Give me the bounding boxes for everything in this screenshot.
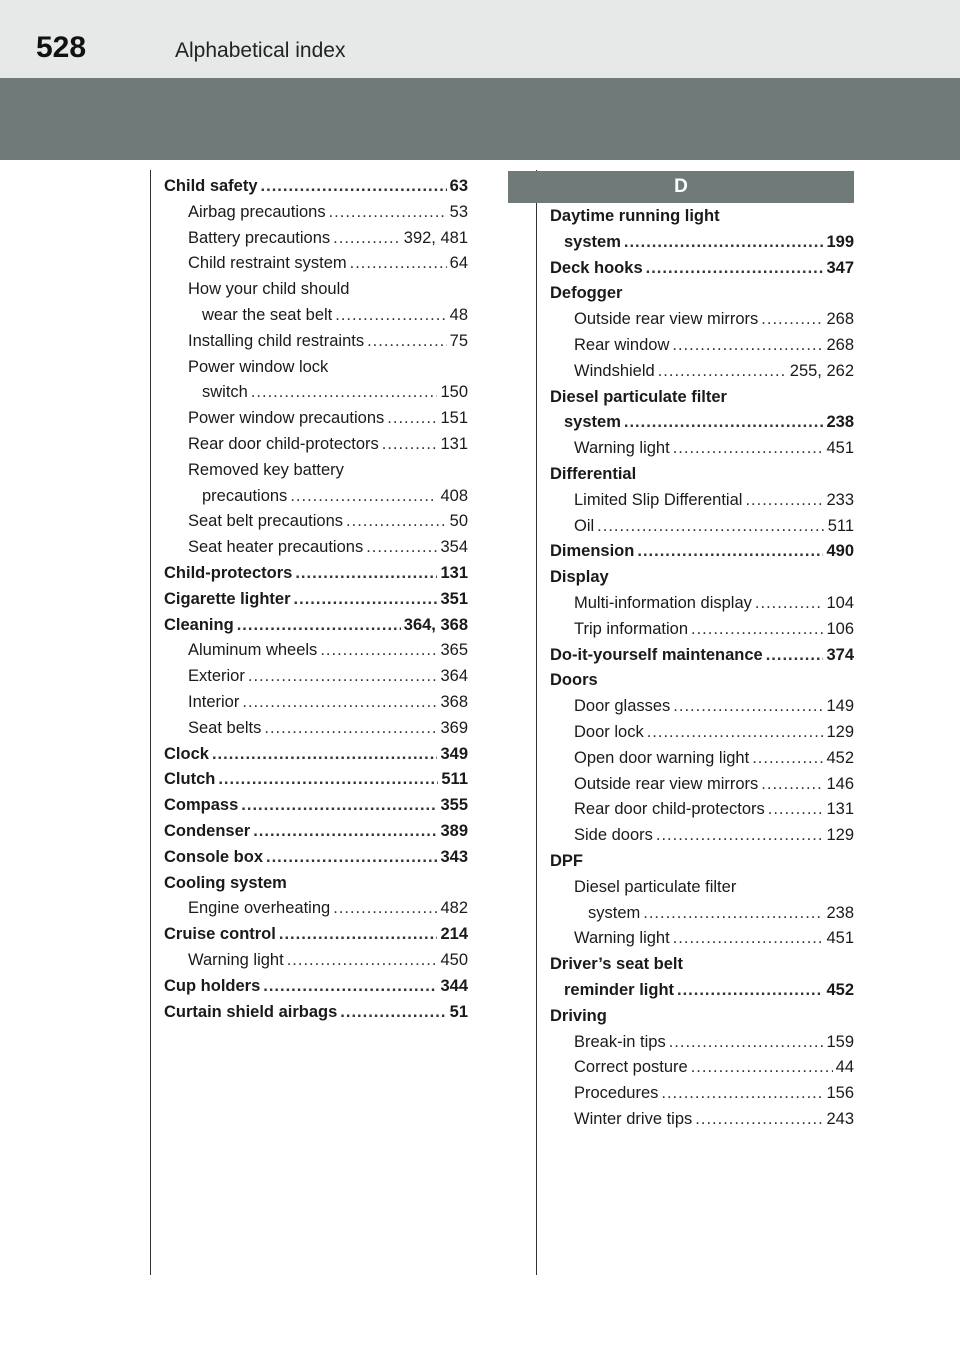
dot-leader	[251, 380, 438, 406]
index-entry-label: Procedures	[574, 1084, 659, 1103]
index-entry	[164, 561, 468, 587]
index-entry-pages: 243	[826, 1109, 854, 1128]
index-entry-pages: 451	[826, 929, 854, 948]
dot-leader	[643, 901, 823, 927]
dot-leader	[248, 664, 438, 690]
dot-leader	[295, 561, 437, 587]
index-entry-label: Exterior	[188, 667, 245, 686]
index-entry-pages: 129	[826, 722, 854, 741]
index-entry	[550, 694, 854, 720]
dot-leader	[253, 819, 437, 845]
index-heading: Defogger	[550, 284, 623, 303]
index-entry-label: switch	[202, 383, 248, 402]
dot-leader	[768, 797, 824, 823]
index-entry-pages: 268	[826, 335, 854, 354]
dot-leader	[290, 484, 437, 510]
index-entry	[164, 922, 468, 948]
dot-leader	[212, 742, 438, 768]
index-entry	[164, 793, 468, 819]
index-heading: Diesel particulate filter	[550, 387, 727, 406]
index-entry-label: Clock	[164, 744, 209, 763]
index-entry-label: Winter drive tips	[574, 1109, 693, 1128]
index-entry	[550, 1081, 854, 1107]
dot-leader	[673, 694, 823, 720]
index-heading: How your child should	[188, 280, 350, 299]
index-entry-pages: 199	[826, 232, 854, 251]
dot-leader	[346, 509, 447, 535]
index-entry	[164, 716, 468, 742]
index-entry	[550, 333, 854, 359]
index-entry-label: Cruise control	[164, 925, 276, 944]
index-entry-label: Seat belts	[188, 718, 262, 737]
index-entry-label: system	[564, 413, 621, 432]
index-entry-label: Deck hooks	[550, 258, 643, 277]
index-entry-pages: 233	[826, 490, 854, 509]
index-entry	[164, 638, 468, 664]
index-entry	[550, 772, 854, 798]
index-entry	[550, 410, 854, 436]
page-number: 528	[36, 31, 87, 64]
index-entry-pages: 268	[826, 310, 854, 329]
index-entry	[550, 539, 854, 565]
index-entry-label: Door glasses	[574, 697, 671, 716]
index-entry-label: Child safety	[164, 177, 258, 195]
dot-leader	[745, 488, 823, 514]
index-entry-pages: 51	[449, 1002, 468, 1021]
dot-leader	[624, 410, 824, 436]
index-entry	[164, 251, 468, 277]
dot-leader	[333, 226, 401, 252]
index-entry-label: Break-in tips	[574, 1032, 666, 1051]
index-entry-label: Console box	[164, 847, 264, 866]
index-entry-label: Oil	[574, 516, 595, 535]
index-entry-label: Curtain shield airbags	[164, 1002, 338, 1021]
index-entry-pages: 156	[826, 1084, 854, 1103]
index-entry	[550, 1055, 854, 1081]
index-entry	[164, 948, 468, 974]
index-entry-label: Child restraint system	[188, 254, 347, 273]
index-entry-label: Aluminum wheels	[188, 641, 318, 660]
index-entry	[550, 230, 854, 256]
index-heading: Cooling system	[164, 873, 287, 892]
dot-leader	[329, 200, 447, 226]
index-entry-pages: 131	[826, 800, 854, 819]
dot-leader	[218, 767, 438, 793]
index-entry-label: Seat heater precautions	[188, 538, 364, 557]
dot-leader	[350, 251, 447, 277]
index-entry-label: Rear window	[574, 335, 670, 354]
index-entry	[164, 200, 468, 226]
index-entry-label: Warning light	[188, 950, 284, 969]
index-entry-label: Windshield	[574, 361, 655, 380]
index-entry-pages: 104	[826, 593, 854, 612]
index-entry-pages: 214	[440, 925, 468, 944]
index-entry	[550, 746, 854, 772]
index-entry-label: Rear door child-protectors	[574, 800, 765, 819]
index-entry-label: Clutch	[164, 770, 216, 789]
index-entry	[164, 303, 468, 329]
index-entry	[550, 797, 854, 823]
index-entry-pages: 368	[440, 692, 468, 711]
dot-leader	[647, 720, 824, 746]
index-entry-label: Outside rear view mirrors	[574, 310, 759, 329]
index-entry	[550, 591, 854, 617]
index-heading: Daytime running light	[550, 207, 720, 225]
dot-leader	[669, 1030, 824, 1056]
index-entry-label: precautions	[202, 486, 288, 505]
dot-leader	[320, 638, 437, 664]
index-entry-label: Cigarette lighter	[164, 589, 291, 608]
index-entry-pages: 131	[440, 434, 468, 453]
dot-leader	[264, 716, 437, 742]
index-entry-label: Seat belt precautions	[188, 512, 344, 531]
index-entry	[550, 1107, 854, 1133]
index-entry	[550, 436, 854, 462]
index-entry-label: Do-it-yourself maintenance	[550, 645, 763, 664]
index-entry-pages: 364	[440, 667, 468, 686]
index-entry-pages: 48	[449, 305, 468, 324]
dot-leader	[646, 256, 824, 282]
index-entry-label: Outside rear view mirrors	[574, 774, 759, 793]
index-entry	[550, 978, 854, 1004]
index-entry-label: reminder light	[564, 980, 675, 999]
index-entry	[550, 926, 854, 952]
dot-leader	[677, 978, 823, 1004]
dot-leader	[658, 359, 787, 385]
index-entry	[550, 823, 854, 849]
index-entry-pages: 151	[440, 409, 468, 428]
dot-leader	[263, 974, 437, 1000]
index-entry-pages: 238	[826, 413, 854, 432]
index-entry-pages: 343	[440, 847, 468, 866]
index-heading: Differential	[550, 464, 637, 483]
index-heading: Driving	[550, 1006, 607, 1025]
index-entry	[164, 174, 468, 200]
page-header	[0, 0, 960, 78]
index-entry	[550, 720, 854, 746]
index-entry-pages: 129	[826, 826, 854, 845]
dot-leader	[335, 303, 446, 329]
index-entry-label: Limited Slip Differential	[574, 490, 743, 509]
dot-leader	[695, 1107, 823, 1133]
dot-leader	[367, 329, 447, 355]
dot-leader	[752, 746, 823, 772]
index-entry-pages: 408	[440, 486, 468, 505]
index-entry-pages: 146	[826, 774, 854, 793]
index-entry-pages: 64	[449, 254, 468, 273]
index-entry-label: wear the seat belt	[202, 305, 333, 324]
column-divider-middle	[536, 170, 537, 1275]
index-entry	[164, 613, 468, 639]
index-entry-label: Trip information	[574, 619, 689, 638]
dot-leader	[294, 587, 438, 613]
index-entry	[164, 819, 468, 845]
index-entry-pages: 364, 368	[403, 615, 468, 634]
index-entry-pages: 131	[440, 563, 468, 582]
index-entry-label: Interior	[188, 692, 240, 711]
index-entry-pages: 149	[826, 697, 854, 716]
index-entry-label: Cleaning	[164, 615, 234, 634]
dot-leader	[237, 613, 401, 639]
index-entry-pages: 451	[826, 439, 854, 458]
dot-leader	[755, 591, 824, 617]
index-entry-pages: 150	[440, 383, 468, 402]
index-entry-label: Dimension	[550, 542, 635, 561]
index-entry-label: Installing child restraints	[188, 331, 365, 350]
dot-leader	[761, 307, 823, 333]
index-entry-pages: 349	[440, 744, 468, 763]
index-entry-label: Airbag precautions	[188, 202, 326, 221]
index-entry-pages: 255, 262	[789, 361, 854, 380]
index-entry	[164, 742, 468, 768]
index-entry-label: Multi-information display	[574, 593, 752, 612]
index-entry-pages: 450	[440, 950, 468, 969]
index-entry-pages: 482	[440, 899, 468, 918]
index-entry	[164, 226, 468, 252]
index-entry-pages: 490	[826, 542, 854, 561]
index-entry-pages: 511	[827, 516, 854, 535]
index-heading: Display	[550, 568, 609, 587]
index-entry-pages: 344	[440, 976, 468, 995]
dot-leader	[387, 406, 437, 432]
index-entry-pages: 63	[449, 177, 468, 195]
index-entry-label: Warning light	[574, 929, 670, 948]
index-entry-pages: 369	[440, 718, 468, 737]
index-entry-pages: 347	[826, 258, 854, 277]
index-entry-pages: 354	[440, 538, 468, 557]
dot-leader	[241, 793, 437, 819]
index-entry	[164, 509, 468, 535]
index-entry	[550, 256, 854, 282]
header-band	[0, 78, 960, 160]
index-entry-label: Warning light	[574, 439, 670, 458]
index-entry-label: system	[564, 232, 621, 251]
dot-leader	[766, 643, 824, 669]
index-entry	[164, 380, 468, 406]
dot-leader	[673, 926, 824, 952]
dot-leader	[761, 772, 823, 798]
dot-leader	[287, 948, 438, 974]
dot-leader	[597, 514, 825, 540]
index-entry-label: system	[588, 903, 641, 922]
index-entry-label: Power window precautions	[188, 409, 385, 428]
dot-leader	[333, 896, 437, 922]
section-letter-header: D	[508, 171, 854, 203]
dot-leader	[261, 174, 447, 200]
index-entry-pages: 365	[440, 641, 468, 660]
index-entry	[164, 484, 468, 510]
index-entry-pages: 238	[826, 903, 854, 922]
index-entry-pages: 159	[826, 1032, 854, 1051]
index-entry-label: Compass	[164, 796, 239, 815]
index-heading: Power window lock	[188, 357, 329, 376]
dot-leader	[340, 1000, 446, 1026]
index-heading: Driver’s seat belt	[550, 955, 683, 974]
index-entry	[164, 329, 468, 355]
index-entry-pages: 374	[826, 645, 854, 664]
index-entry-label: Condenser	[164, 821, 251, 840]
index-entry-pages: 50	[449, 512, 468, 531]
index-entry-pages: 53	[449, 202, 468, 221]
column-divider-left	[150, 170, 151, 1275]
index-entry-pages: 392, 481	[403, 228, 468, 247]
index-entry-label: Battery precautions	[188, 228, 331, 247]
index-column-2	[550, 204, 854, 1133]
index-entry	[164, 896, 468, 922]
index-entry	[550, 643, 854, 669]
index-entry	[164, 535, 468, 561]
dot-leader	[672, 333, 823, 359]
index-entry-label: Child-protectors	[164, 563, 293, 582]
dot-leader	[242, 690, 437, 716]
index-column-1	[164, 174, 468, 1025]
index-entry	[550, 617, 854, 643]
index-entry	[164, 974, 468, 1000]
index-entry-label: Door lock	[574, 722, 644, 741]
dot-leader	[656, 823, 824, 849]
dot-leader	[691, 617, 823, 643]
index-entry-pages: 452	[826, 748, 854, 767]
dot-leader	[266, 845, 437, 871]
index-entry-label: Side doors	[574, 826, 653, 845]
index-entry	[550, 359, 854, 385]
dot-leader	[691, 1055, 833, 1081]
index-entry	[550, 514, 854, 540]
dot-leader	[661, 1081, 823, 1107]
index-entry-label: Rear door child-protectors	[188, 434, 379, 453]
index-heading: Removed key battery	[188, 460, 344, 479]
index-entry-pages: 511	[441, 770, 468, 789]
index-entry-pages: 44	[835, 1058, 854, 1077]
index-entry	[164, 432, 468, 458]
page-title: Alphabetical index	[175, 39, 346, 62]
index-entry	[164, 664, 468, 690]
index-entry-pages: 355	[440, 796, 468, 815]
index-entry-pages: 452	[826, 980, 854, 999]
dot-leader	[382, 432, 438, 458]
index-entry	[164, 1000, 468, 1026]
index-entry-pages: 75	[449, 331, 468, 350]
dot-leader	[279, 922, 438, 948]
index-heading: Doors	[550, 671, 598, 690]
index-entry	[164, 690, 468, 716]
index-entry	[550, 1030, 854, 1056]
index-heading: DPF	[550, 851, 583, 870]
index-entry	[550, 901, 854, 927]
index-entry	[550, 488, 854, 514]
index-entry-label: Correct posture	[574, 1058, 688, 1077]
dot-leader	[637, 539, 823, 565]
dot-leader	[624, 230, 824, 256]
index-entry	[164, 845, 468, 871]
index-entry-pages: 106	[826, 619, 854, 638]
index-entry-pages: 389	[440, 821, 468, 840]
index-entry-label: Engine overheating	[188, 899, 331, 918]
index-entry	[164, 767, 468, 793]
index-entry	[550, 307, 854, 333]
index-entry-label: Cup holders	[164, 976, 261, 995]
dot-leader	[673, 436, 824, 462]
index-entry	[164, 587, 468, 613]
dot-leader	[366, 535, 437, 561]
index-heading: Diesel particulate filter	[574, 877, 737, 896]
index-entry-label: Open door warning light	[574, 748, 750, 767]
index-entry-pages: 351	[440, 589, 468, 608]
index-entry	[164, 406, 468, 432]
